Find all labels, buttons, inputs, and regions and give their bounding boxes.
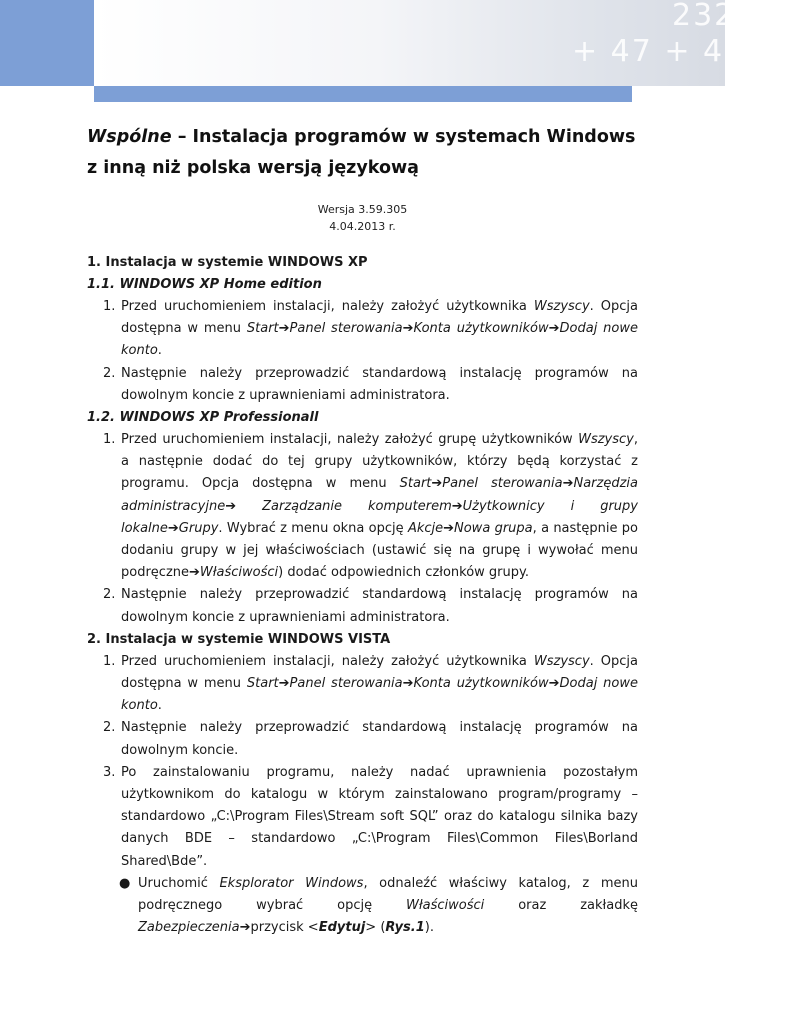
- section-1-2-list: [87, 429, 638, 629]
- header-decoration-digits-1: 2323: [672, 0, 757, 33]
- text-run: , a następnie dodać do tej grupy użytkowników, którzy będą korzystać z programu. Opcja dostępna w menu: [121, 432, 638, 492]
- list-item: [87, 762, 638, 873]
- text-run: Następnie należy przeprowadzić standardową instalację programów na dowolnym koncie.: [121, 720, 638, 758]
- text-run: . Opcja dostępna w menu: [121, 299, 638, 337]
- menu-path: Start➔Panel sterowania➔Konta użytkowników➔Dodaj nowe konto: [121, 321, 639, 359]
- text-run: Następnie należy przeprowadzić standardową instalację programów na dowolnym koncie z uprawnieniami administratora.: [121, 365, 638, 403]
- date-label: 4.04.2013 r.: [329, 220, 396, 233]
- text-run: ➔przycisk <: [239, 920, 319, 936]
- text-run: Uruchomić: [138, 875, 220, 891]
- list-item: [87, 296, 638, 363]
- header-blue-bar: [94, 86, 632, 102]
- text-run: Zabezpieczenia: [138, 920, 240, 936]
- list-number: 1.: [103, 299, 116, 314]
- header-blue-block: [0, 0, 94, 86]
- list-item: [87, 363, 638, 407]
- menu-path: Start➔Panel sterowania➔Narzędzia administracyjne➔ Zarządzanie komputerem➔Użytkownicy i grupy lokalne➔Grupy: [121, 476, 638, 536]
- text-run: Przed uruchomieniem instalacji, należy założyć użytkownika: [121, 299, 534, 314]
- list-item: [87, 429, 638, 584]
- list-number: 2.: [103, 365, 116, 381]
- list-number: 3.: [103, 764, 116, 780]
- list-number: 2.: [103, 587, 116, 603]
- document-body: [87, 122, 638, 939]
- text-run: .: [157, 343, 162, 359]
- menu-path: Akcje➔Nowa grupa: [407, 520, 533, 536]
- header-decoration-digits-2: + 47 + 4777: [572, 34, 787, 69]
- text-run: . Opcja dostępna w menu: [121, 653, 638, 692]
- text-run: Właściwości: [406, 898, 485, 914]
- list-number: 1.: [103, 653, 116, 669]
- section-1-2-heading: 1.2. WINDOWS XP Professionall: [87, 410, 319, 426]
- text-run: .: [157, 698, 162, 714]
- text-run: ) dodać odpowiednich członków grupy.: [278, 565, 529, 581]
- section-2-heading: 2. Instalacja w systemie WINDOWS VISTA: [87, 631, 391, 647]
- text-run: Eksplorator Windows: [219, 875, 364, 891]
- text-run: Następnie należy przeprowadzić standardową instalację programów na dowolnym koncie z uprawnieniami administratora.: [121, 587, 638, 625]
- title-product: Wspólne: [87, 127, 172, 147]
- version-info: [87, 201, 638, 235]
- text-run: . Wybrać z menu okna opcję: [218, 520, 408, 536]
- text-run: Wszyscy: [533, 653, 590, 669]
- list-item: [87, 717, 638, 761]
- text-run: , odnaleźć właściwy katalog, z menu podręcznego wybrać opcję: [138, 875, 638, 914]
- text-run: Po zainstalowaniu programu, należy nadać uprawnienia pozostałym użytkownikom do katalogu w którym zainstalowano program/programy – standardowo „C:\Program Files\Stream soft SQL” oraz do katalogu silnika bazy danych BDE – standardowo „C:\Program Files\Common Files\Borland Shared\Bde”.: [121, 764, 638, 869]
- list-item: [87, 651, 638, 718]
- menu-path: Start➔Panel sterowania➔Konta użytkowników➔Dodaj nowe konto: [121, 676, 639, 714]
- section-2-list: [87, 651, 638, 873]
- list-item: [87, 584, 638, 628]
- title-text: – Instalacja programów w systemach Windows z inną niż polska wersją językową: [87, 127, 636, 178]
- button-name: Edytuj: [318, 920, 366, 936]
- text-run: Wszyscy: [533, 299, 590, 314]
- list-number: 2.: [103, 720, 116, 736]
- list-number: 1.: [103, 432, 116, 448]
- header-grey-banner: [94, 0, 787, 86]
- bullet-item: [87, 873, 638, 940]
- bullet-dot-icon: ●: [119, 875, 131, 891]
- text-run: Właściwości: [199, 565, 279, 581]
- page-title: [87, 122, 638, 184]
- section-1-heading: 1. Instalacja w systemie WINDOWS XP: [87, 255, 368, 270]
- text-run: Przed uruchomieniem instalacji, należy założyć grupę użytkowników: [121, 432, 579, 448]
- text-run: oraz zakładkę: [484, 898, 638, 914]
- figure-ref: Rys.1: [385, 920, 425, 936]
- section-1-1-heading: 1.1. WINDOWS XP Home edition: [87, 277, 322, 292]
- text-run: , a następnie po dodaniu grupy w jej właściwościach (ustawić się na grupę i wywołać menu podręczne➔: [121, 520, 638, 581]
- section-1-1-list: [87, 296, 638, 407]
- text-run: Wszyscy: [578, 432, 634, 448]
- text-run: ).: [424, 920, 434, 936]
- text-run: Przed uruchomieniem instalacji, należy założyć użytkownika: [121, 653, 534, 669]
- text-run: > (: [365, 920, 386, 936]
- version-label: Wersja 3.59.305: [317, 203, 408, 216]
